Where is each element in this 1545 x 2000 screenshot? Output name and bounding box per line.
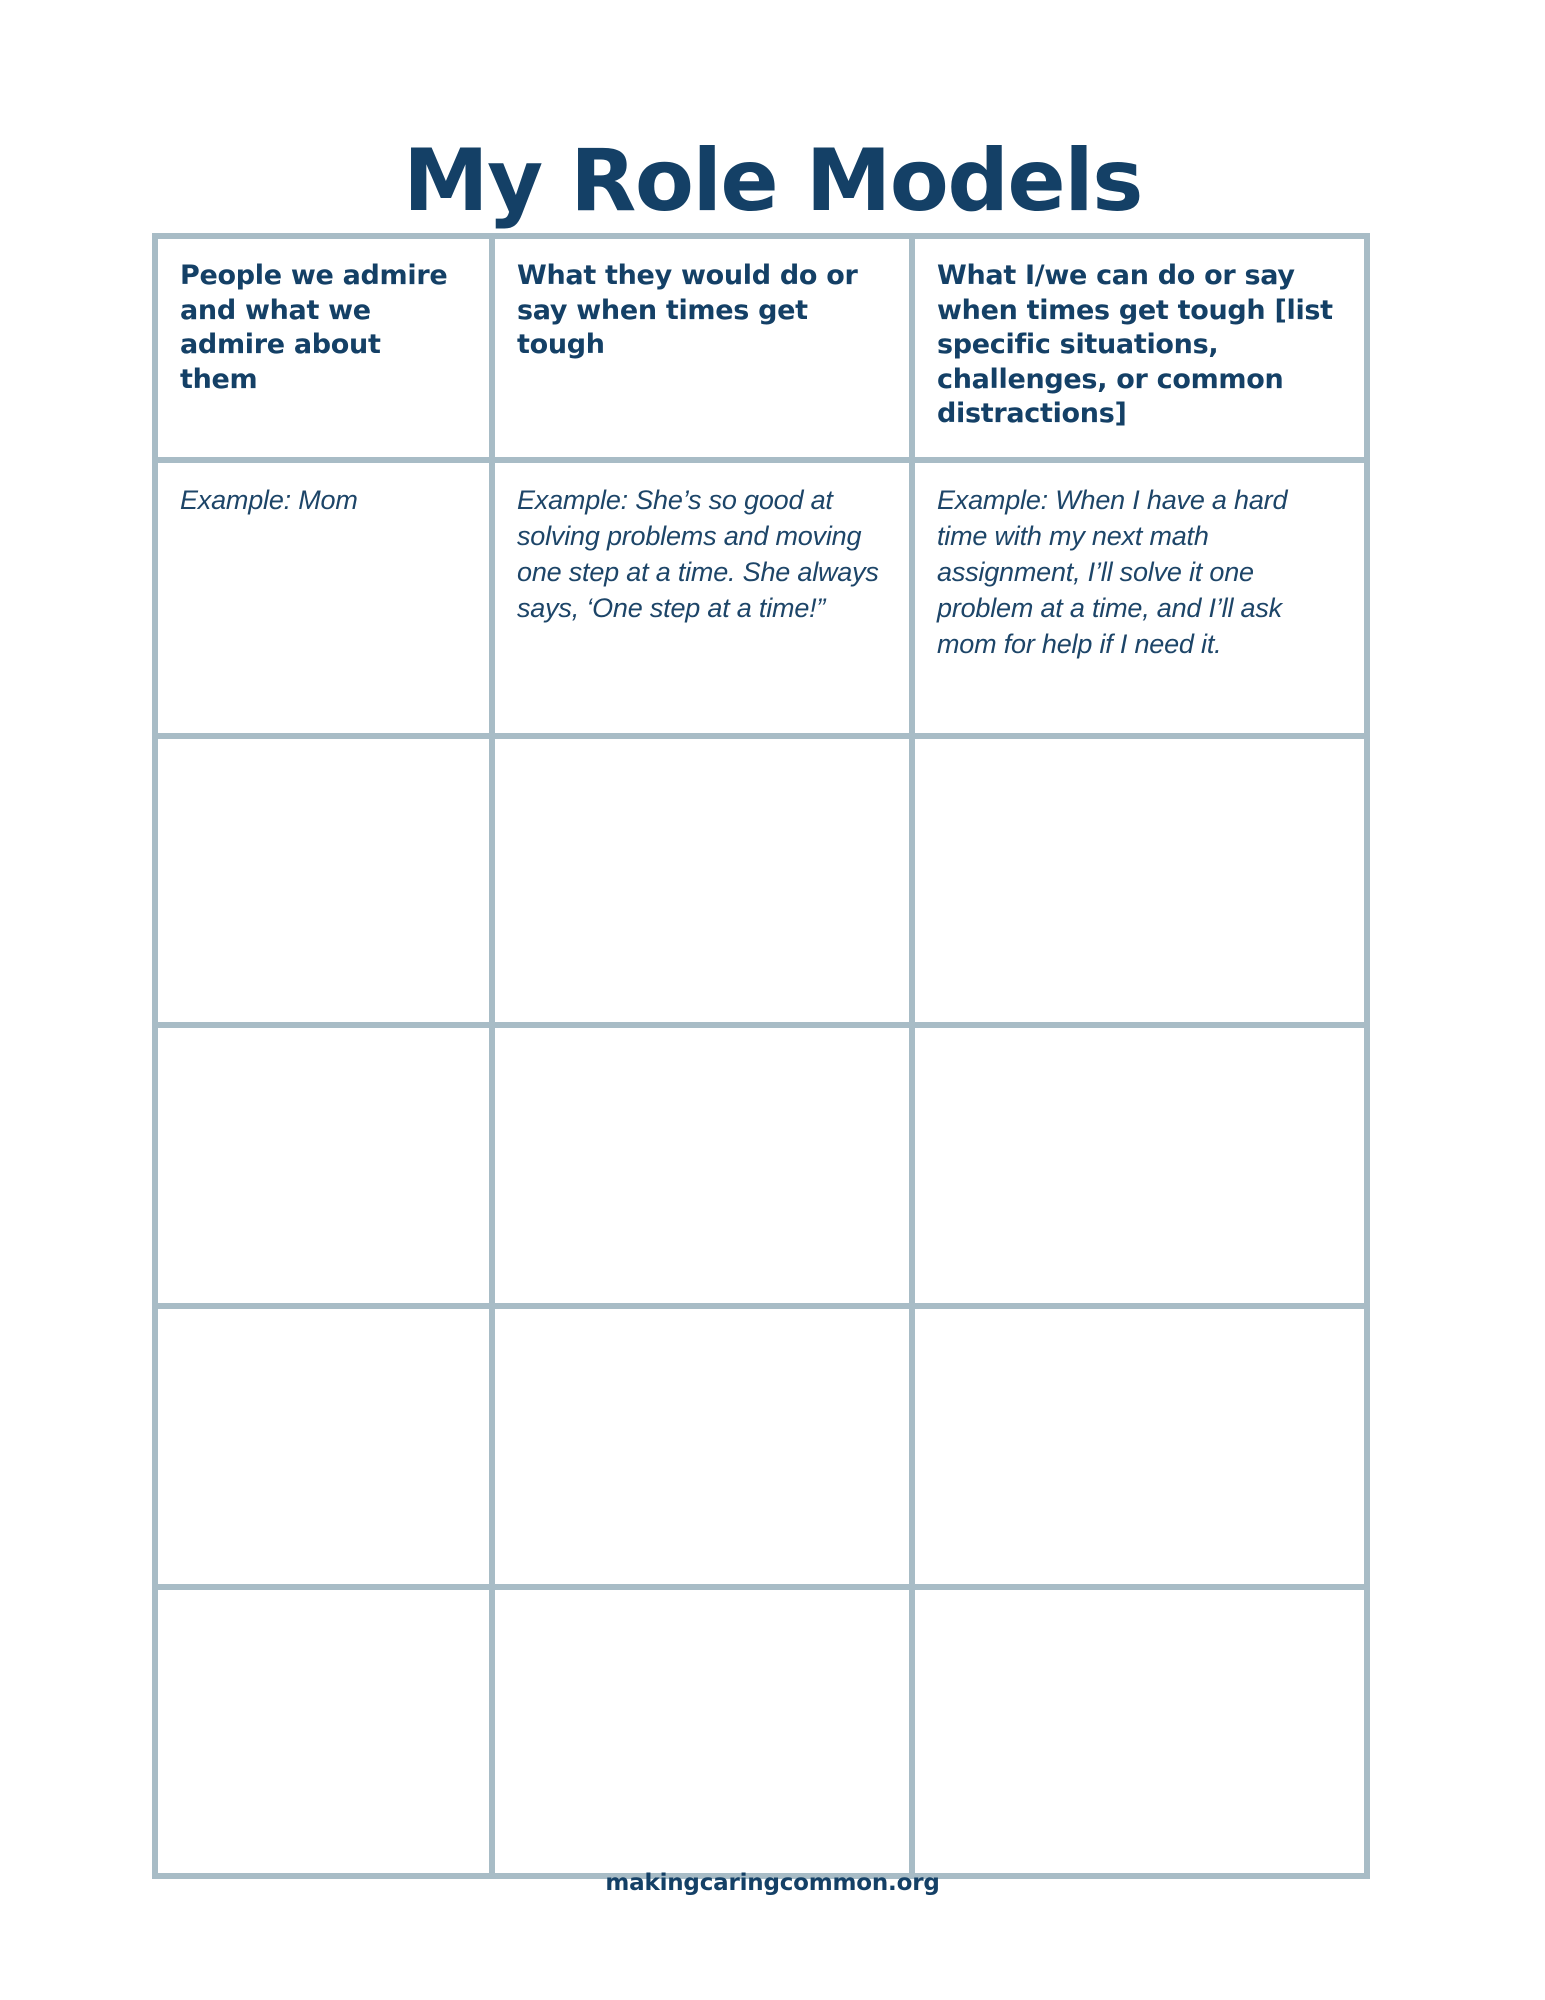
footer-website-label: makingcaringcommon.org [605,1870,940,1896]
example-cell-what-they-would-do[interactable] [492,460,912,736]
column-header-label: What I/we can do or say when times get tough [list specific situations, challenges, or common distractions] [937,260,1333,430]
column-header-what-i-we-can-do [912,236,1367,460]
entry-cell-person[interactable] [155,1587,492,1876]
column-header-label: What they would do or say when times get tough [517,260,858,361]
entry-cell-what-they-would-do[interactable] [492,736,912,1025]
entry-cell-what-they-would-do[interactable] [492,1306,912,1587]
table-header-row [155,236,1367,460]
entry-cell-what-i-can-do[interactable] [912,1025,1367,1306]
entry-cell-person[interactable] [155,1306,492,1587]
entry-cell-what-they-would-do[interactable] [492,1025,912,1306]
example-text: Example: She’s so good at solving problems and moving one step at a time. She always says, ‘One step at a time!” [517,485,879,623]
table-row-example [155,460,1367,736]
role-models-table-container [152,233,1364,1879]
entry-cell-person[interactable] [155,736,492,1025]
table-row [155,1306,1367,1587]
entry-cell-what-i-can-do[interactable] [912,1587,1367,1876]
table-row [155,1025,1367,1306]
example-text: Example: When I have a hard time with my next math assignment, I’ll solve it one problem at a time, and I’ll ask mom for help if I need it. [937,485,1288,659]
table-row [155,736,1367,1025]
column-header-what-they-would-do [492,236,912,460]
role-models-table [152,233,1370,1879]
table-row [155,1587,1367,1876]
entry-cell-what-i-can-do[interactable] [912,1306,1367,1587]
entry-cell-person[interactable] [155,1025,492,1306]
page-title: My Role Models [403,130,1142,231]
column-header-label: People we admire and what we admire about them [180,260,448,395]
example-cell-person[interactable] [155,460,492,736]
entry-cell-what-i-can-do[interactable] [912,736,1367,1025]
example-cell-what-i-can-do[interactable] [912,460,1367,736]
entry-cell-what-they-would-do[interactable] [492,1587,912,1876]
column-header-people-we-admire [155,236,492,460]
example-text: Example: Mom [180,485,358,515]
